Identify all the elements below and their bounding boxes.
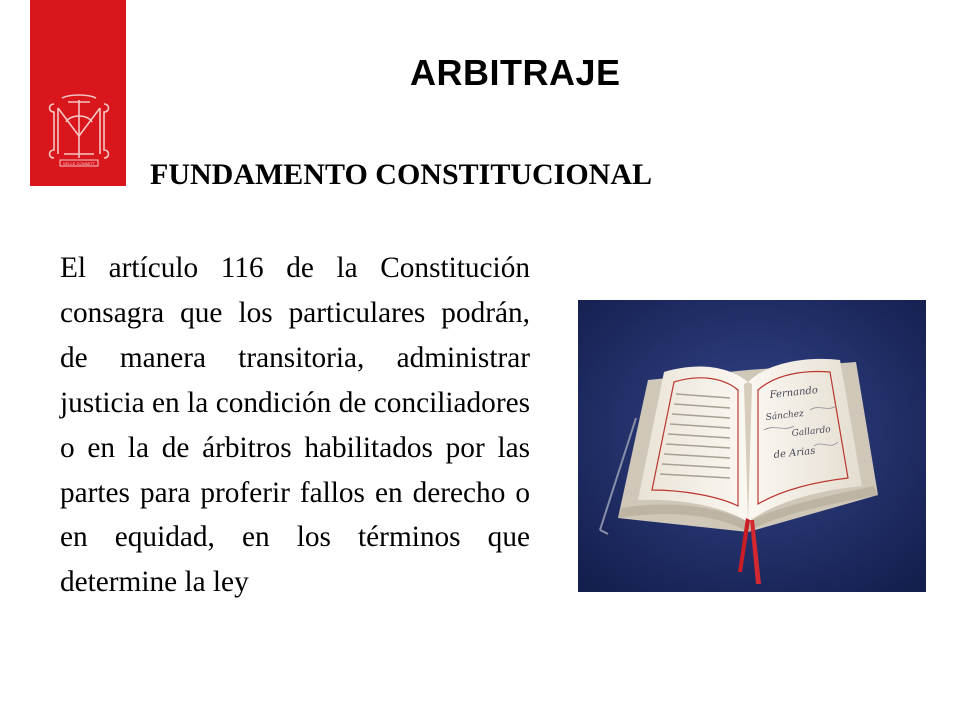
logo-caption: VELLE COMMITT [62,161,96,166]
open-book-icon [578,300,926,592]
constitution-book-photo [578,300,926,592]
brand-red-bar [30,0,126,186]
body-paragraph: El artículo 116 de la Constitución consagra que los particulares podrán, de manera transitoria, administrar justicia en la condición de conciliadores o en la de árbitros habilitados por las partes para proferir fallos en derecho o en equidad, en los términos que determine la ley [60,252,530,599]
signature-4: de Arias [773,445,816,461]
page-subtitle: FUNDAMENTO CONSTITUCIONAL [150,158,653,191]
signature-1: Fernando [769,384,819,401]
crest-monogram-icon [44,92,114,170]
signature-3: Gallardo [791,424,832,439]
page-title: ARBITRAJE [410,52,621,93]
signature-2: Sánchez [765,409,805,423]
